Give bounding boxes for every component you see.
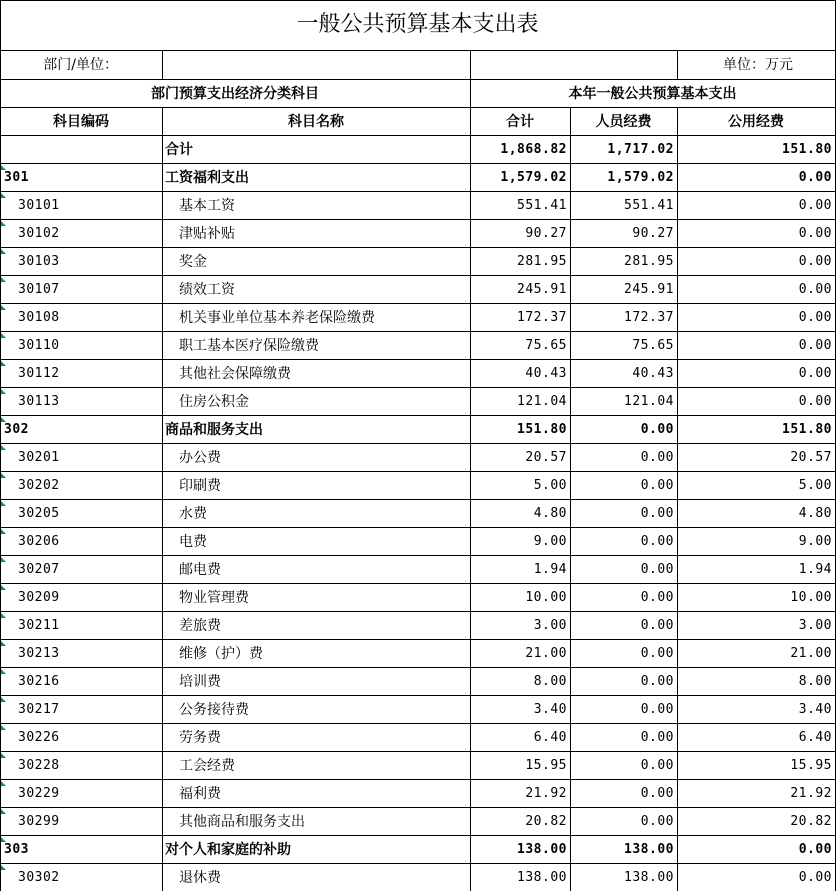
cell-code[interactable]: 30226 bbox=[18, 730, 60, 745]
grid-line bbox=[470, 50, 471, 79]
cell-public[interactable]: 20.57 bbox=[790, 450, 832, 465]
grid-line bbox=[0, 779, 835, 780]
cell-code[interactable]: 30108 bbox=[18, 310, 60, 325]
cell-total[interactable]: 20.82 bbox=[525, 814, 567, 829]
cell-personnel[interactable]: 551.41 bbox=[624, 198, 674, 213]
cell-personnel[interactable]: 1,717.02 bbox=[607, 142, 674, 157]
cell-public[interactable]: 8.00 bbox=[798, 674, 832, 689]
cell-marker-icon bbox=[1, 165, 6, 170]
cell-public[interactable]: 20.82 bbox=[790, 814, 832, 829]
cell-code[interactable]: 30228 bbox=[18, 758, 60, 773]
cell-name[interactable]: 物业管理费 bbox=[179, 589, 249, 606]
cell-public[interactable]: 3.00 bbox=[798, 618, 832, 633]
grid-line bbox=[0, 0, 1, 891]
cell-personnel[interactable]: 0.00 bbox=[640, 646, 674, 661]
cell-total[interactable]: 1,868.82 bbox=[500, 142, 567, 157]
cell-public[interactable]: 21.00 bbox=[790, 646, 832, 661]
cell-code[interactable]: 30213 bbox=[18, 646, 60, 661]
cell-code[interactable]: 30211 bbox=[18, 618, 60, 633]
cell-name[interactable]: 职工基本医疗保险缴费 bbox=[179, 337, 319, 354]
cell-name[interactable]: 差旅费 bbox=[179, 617, 221, 634]
grid-line bbox=[570, 107, 571, 891]
cell-code[interactable]: 30216 bbox=[18, 674, 60, 689]
cell-marker-icon bbox=[1, 361, 6, 366]
grid-line bbox=[0, 751, 835, 752]
cell-personnel[interactable]: 40.43 bbox=[632, 366, 674, 381]
cell-marker-icon bbox=[1, 641, 6, 646]
grid-line bbox=[0, 863, 835, 864]
cell-public[interactable]: 1.94 bbox=[798, 562, 832, 577]
cell-total[interactable]: 20.57 bbox=[525, 450, 567, 465]
cell-total[interactable]: 21.00 bbox=[525, 646, 567, 661]
cell-code[interactable]: 30207 bbox=[18, 562, 60, 577]
cell-code[interactable]: 30206 bbox=[18, 534, 60, 549]
cell-code[interactable]: 302 bbox=[4, 422, 29, 437]
grid-line bbox=[677, 50, 678, 79]
cell-marker-icon bbox=[1, 473, 6, 478]
cell-personnel[interactable]: 0.00 bbox=[640, 506, 674, 521]
cell-total[interactable]: 151.80 bbox=[517, 422, 567, 437]
cell-public[interactable]: 4.80 bbox=[798, 506, 832, 521]
cell-personnel[interactable]: 0.00 bbox=[640, 590, 674, 605]
cell-name[interactable]: 住房公积金 bbox=[179, 393, 249, 410]
grid-line bbox=[0, 275, 835, 276]
grid-line bbox=[470, 107, 471, 891]
cell-marker-icon bbox=[1, 669, 6, 674]
cell-name[interactable]: 工资福利支出 bbox=[165, 169, 249, 186]
cell-public[interactable]: 0.00 bbox=[798, 338, 832, 353]
cell-total[interactable]: 281.95 bbox=[517, 254, 567, 269]
column-header-code: 科目编码 bbox=[53, 113, 109, 130]
cell-total[interactable]: 172.37 bbox=[517, 310, 567, 325]
cell-code[interactable]: 30217 bbox=[18, 702, 60, 717]
cell-personnel[interactable]: 1,579.02 bbox=[607, 170, 674, 185]
grid-line bbox=[0, 191, 835, 192]
column-header-public: 公用经费 bbox=[728, 113, 784, 130]
grid-line bbox=[0, 50, 835, 51]
cell-public[interactable]: 9.00 bbox=[798, 534, 832, 549]
cell-public[interactable]: 0.00 bbox=[798, 254, 832, 269]
grid-line bbox=[0, 471, 835, 472]
cell-code[interactable]: 30202 bbox=[18, 478, 60, 493]
grid-line bbox=[0, 555, 835, 556]
cell-marker-icon bbox=[1, 445, 6, 450]
cell-name[interactable]: 水费 bbox=[179, 505, 207, 522]
cell-marker-icon bbox=[1, 613, 6, 618]
grid-line bbox=[0, 331, 835, 332]
cell-marker-icon bbox=[1, 753, 6, 758]
cell-code[interactable]: 30110 bbox=[18, 338, 60, 353]
cell-name[interactable]: 邮电费 bbox=[179, 561, 221, 578]
cell-name[interactable]: 津贴补贴 bbox=[179, 225, 235, 242]
cell-marker-icon bbox=[1, 193, 6, 198]
cell-name[interactable]: 维修（护）费 bbox=[179, 645, 263, 662]
cell-personnel[interactable]: 121.04 bbox=[624, 394, 674, 409]
grid-line bbox=[0, 415, 835, 416]
cell-name[interactable]: 工会经费 bbox=[179, 757, 235, 774]
cell-personnel[interactable]: 172.37 bbox=[624, 310, 674, 325]
grid-line bbox=[0, 135, 835, 136]
cell-total[interactable]: 551.41 bbox=[517, 198, 567, 213]
cell-code[interactable]: 303 bbox=[4, 842, 29, 857]
cell-public[interactable]: 6.40 bbox=[798, 730, 832, 745]
cell-name[interactable]: 劳务费 bbox=[179, 729, 221, 746]
cell-total[interactable]: 21.92 bbox=[525, 786, 567, 801]
cell-marker-icon bbox=[1, 417, 6, 422]
cell-name[interactable]: 办公费 bbox=[179, 449, 221, 466]
grid-line bbox=[0, 527, 835, 528]
group-header-basic-expenditure: 本年一般公共预算基本支出 bbox=[568, 85, 737, 102]
cell-marker-icon bbox=[1, 221, 6, 226]
grid-line bbox=[0, 107, 835, 108]
cell-personnel[interactable]: 0.00 bbox=[640, 730, 674, 745]
grid-line bbox=[0, 303, 835, 304]
cell-personnel[interactable]: 245.91 bbox=[624, 282, 674, 297]
cell-code[interactable]: 30107 bbox=[18, 282, 60, 297]
cell-code[interactable]: 30113 bbox=[18, 394, 60, 409]
cell-name[interactable]: 印刷费 bbox=[179, 477, 221, 494]
cell-marker-icon bbox=[1, 305, 6, 310]
cell-marker-icon bbox=[1, 837, 6, 842]
cell-public[interactable]: 0.00 bbox=[798, 394, 832, 409]
grid-line bbox=[0, 443, 835, 444]
cell-public[interactable]: 0.00 bbox=[798, 226, 832, 241]
group-header-economic-classification: 部门预算支出经济分类科目 bbox=[151, 85, 319, 102]
cell-personnel[interactable]: 0.00 bbox=[640, 422, 674, 437]
cell-name[interactable]: 对个人和家庭的补助 bbox=[165, 841, 291, 858]
cell-total[interactable]: 138.00 bbox=[517, 870, 567, 885]
cell-personnel[interactable]: 0.00 bbox=[640, 478, 674, 493]
cell-code[interactable]: 30101 bbox=[18, 198, 60, 213]
cell-code[interactable]: 30102 bbox=[18, 226, 60, 241]
column-header-personnel: 人员经费 bbox=[595, 113, 652, 130]
cell-code[interactable]: 30201 bbox=[18, 450, 60, 465]
cell-marker-icon bbox=[1, 529, 6, 534]
grid-line bbox=[0, 723, 835, 724]
cell-total[interactable]: 6.40 bbox=[533, 730, 567, 745]
cell-public[interactable]: 0.00 bbox=[798, 198, 832, 213]
cell-name[interactable]: 绩效工资 bbox=[179, 281, 235, 298]
cell-personnel[interactable]: 90.27 bbox=[632, 226, 674, 241]
cell-public[interactable]: 151.80 bbox=[782, 422, 832, 437]
cell-marker-icon bbox=[1, 781, 6, 786]
cell-name[interactable]: 福利费 bbox=[179, 785, 221, 802]
cell-marker-icon bbox=[1, 725, 6, 730]
cell-name[interactable]: 商品和服务支出 bbox=[165, 421, 263, 438]
cell-total[interactable]: 90.27 bbox=[525, 226, 567, 241]
cell-personnel[interactable]: 138.00 bbox=[624, 842, 674, 857]
cell-public[interactable]: 0.00 bbox=[798, 310, 832, 325]
cell-personnel[interactable]: 0.00 bbox=[640, 814, 674, 829]
grid-line bbox=[0, 387, 835, 388]
cell-marker-icon bbox=[1, 697, 6, 702]
grid-line bbox=[0, 79, 835, 80]
grid-line bbox=[0, 359, 835, 360]
cell-code[interactable]: 30112 bbox=[18, 366, 60, 381]
cell-total[interactable]: 9.00 bbox=[533, 534, 567, 549]
grid-line bbox=[0, 695, 835, 696]
cell-name[interactable]: 其他社会保障缴费 bbox=[179, 365, 291, 382]
grid-line bbox=[162, 107, 163, 891]
cell-total[interactable]: 121.04 bbox=[517, 394, 567, 409]
column-header-total: 合计 bbox=[506, 113, 534, 130]
cell-personnel[interactable]: 75.65 bbox=[632, 338, 674, 353]
cell-public[interactable]: 0.00 bbox=[798, 870, 832, 885]
cell-public[interactable]: 0.00 bbox=[798, 170, 832, 185]
grid-line bbox=[0, 807, 835, 808]
cell-total[interactable]: 75.65 bbox=[525, 338, 567, 353]
grid-line bbox=[677, 107, 678, 891]
cell-total[interactable]: 138.00 bbox=[517, 842, 567, 857]
cell-code[interactable]: 30209 bbox=[18, 590, 60, 605]
cell-name[interactable]: 奖金 bbox=[179, 253, 207, 270]
cell-total[interactable]: 8.00 bbox=[533, 674, 567, 689]
cell-total[interactable]: 3.00 bbox=[533, 618, 567, 633]
grid-line bbox=[162, 50, 163, 79]
cell-name[interactable]: 合计 bbox=[165, 141, 193, 158]
cell-total[interactable]: 3.40 bbox=[533, 702, 567, 717]
cell-personnel[interactable]: 0.00 bbox=[640, 758, 674, 773]
cell-name[interactable]: 其他商品和服务支出 bbox=[179, 813, 305, 830]
cell-marker-icon bbox=[1, 333, 6, 338]
cell-total[interactable]: 40.43 bbox=[525, 366, 567, 381]
cell-total[interactable]: 10.00 bbox=[525, 590, 567, 605]
cell-personnel[interactable]: 0.00 bbox=[640, 674, 674, 689]
grid-line bbox=[470, 79, 471, 107]
cell-code[interactable]: 30205 bbox=[18, 506, 60, 521]
cell-public[interactable]: 0.00 bbox=[798, 366, 832, 381]
cell-public[interactable]: 5.00 bbox=[798, 478, 832, 493]
cell-code[interactable]: 301 bbox=[4, 170, 29, 185]
cell-code[interactable]: 30229 bbox=[18, 786, 60, 801]
unit-label: 单位：万元 bbox=[723, 57, 793, 73]
grid-line bbox=[0, 219, 835, 220]
cell-marker-icon bbox=[1, 809, 6, 814]
cell-personnel[interactable]: 281.95 bbox=[624, 254, 674, 269]
cell-name[interactable]: 基本工资 bbox=[179, 197, 235, 214]
cell-code[interactable] bbox=[0, 136, 162, 163]
cell-public[interactable]: 0.00 bbox=[798, 842, 832, 857]
cell-personnel[interactable]: 0.00 bbox=[640, 618, 674, 633]
cell-name[interactable]: 电费 bbox=[179, 533, 207, 550]
department-label: 部门/单位： bbox=[43, 57, 118, 73]
cell-personnel[interactable]: 138.00 bbox=[624, 870, 674, 885]
cell-public[interactable]: 0.00 bbox=[798, 282, 832, 297]
grid-line bbox=[0, 0, 835, 1]
cell-name[interactable]: 公务接待费 bbox=[179, 701, 249, 718]
grid-line bbox=[0, 583, 835, 584]
cell-name[interactable]: 培训费 bbox=[179, 673, 221, 690]
cell-name[interactable]: 退休费 bbox=[179, 869, 221, 886]
cell-name[interactable]: 机关事业单位基本养老保险缴费 bbox=[179, 309, 375, 326]
grid-line bbox=[0, 639, 835, 640]
cell-personnel[interactable]: 0.00 bbox=[640, 702, 674, 717]
cell-total[interactable]: 245.91 bbox=[517, 282, 567, 297]
grid-line bbox=[0, 247, 835, 248]
grid-line bbox=[0, 499, 835, 500]
column-header-name: 科目名称 bbox=[288, 113, 344, 130]
cell-marker-icon bbox=[1, 865, 6, 870]
cell-marker-icon bbox=[1, 585, 6, 590]
cell-code[interactable]: 30299 bbox=[18, 814, 60, 829]
cell-personnel[interactable]: 0.00 bbox=[640, 534, 674, 549]
cell-total[interactable]: 4.80 bbox=[533, 506, 567, 521]
cell-total[interactable]: 15.95 bbox=[525, 758, 567, 773]
sheet-title: 一般公共预算基本支出表 bbox=[296, 12, 539, 37]
cell-public[interactable]: 10.00 bbox=[790, 590, 832, 605]
cell-total[interactable]: 1.94 bbox=[533, 562, 567, 577]
cell-code[interactable]: 30302 bbox=[18, 870, 60, 885]
cell-marker-icon bbox=[1, 249, 6, 254]
cell-public[interactable]: 151.80 bbox=[782, 142, 832, 157]
grid-line bbox=[0, 611, 835, 612]
grid-line bbox=[0, 163, 835, 164]
cell-personnel[interactable]: 0.00 bbox=[640, 562, 674, 577]
cell-marker-icon bbox=[1, 389, 6, 394]
cell-personnel[interactable]: 0.00 bbox=[640, 786, 674, 801]
grid-line bbox=[0, 835, 835, 836]
cell-total[interactable]: 1,579.02 bbox=[500, 170, 567, 185]
cell-code[interactable]: 30103 bbox=[18, 254, 60, 269]
cell-public[interactable]: 21.92 bbox=[790, 786, 832, 801]
cell-marker-icon bbox=[1, 501, 6, 506]
cell-total[interactable]: 5.00 bbox=[533, 478, 567, 493]
cell-marker-icon bbox=[1, 557, 6, 562]
grid-line bbox=[0, 667, 835, 668]
cell-public[interactable]: 15.95 bbox=[790, 758, 832, 773]
cell-public[interactable]: 3.40 bbox=[798, 702, 832, 717]
cell-marker-icon bbox=[1, 277, 6, 282]
cell-personnel[interactable]: 0.00 bbox=[640, 450, 674, 465]
